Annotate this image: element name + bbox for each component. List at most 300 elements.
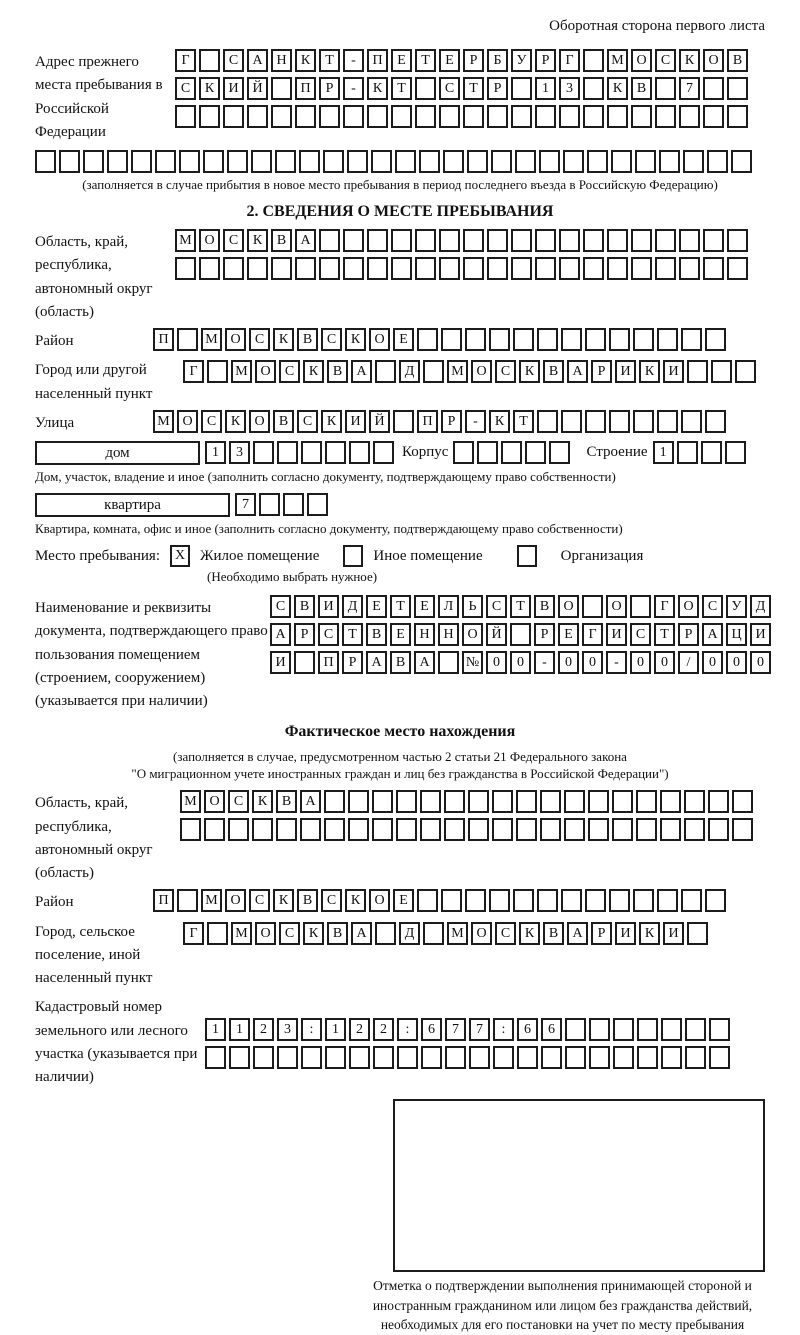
char-box[interactable]: С	[321, 328, 342, 351]
char-box[interactable]	[516, 818, 537, 841]
char-box[interactable]: К	[639, 922, 660, 945]
char-box[interactable]	[657, 410, 678, 433]
char-box[interactable]	[684, 790, 705, 813]
char-box[interactable]	[493, 1046, 514, 1069]
char-box[interactable]: К	[225, 410, 246, 433]
char-box[interactable]	[439, 257, 460, 280]
char-box[interactable]	[540, 790, 561, 813]
char-box[interactable]	[559, 229, 580, 252]
char-box[interactable]	[537, 328, 558, 351]
char-box[interactable]: К	[345, 889, 366, 912]
char-box[interactable]	[511, 105, 532, 128]
char-box[interactable]	[199, 257, 220, 280]
document-row-2[interactable]	[270, 623, 774, 646]
prev-address-row-1[interactable]	[175, 49, 751, 72]
char-box[interactable]: С	[228, 790, 249, 813]
char-box[interactable]	[417, 889, 438, 912]
char-box[interactable]: А	[414, 651, 435, 674]
char-box[interactable]: А	[295, 229, 316, 252]
char-box[interactable]: Г	[183, 360, 204, 383]
char-box[interactable]	[295, 105, 316, 128]
char-box[interactable]	[107, 150, 128, 173]
char-box[interactable]: С	[279, 922, 300, 945]
stroenie-row[interactable]	[653, 441, 749, 464]
char-box[interactable]: В	[534, 595, 555, 618]
char-box[interactable]	[655, 229, 676, 252]
char-box[interactable]	[325, 441, 346, 464]
char-box[interactable]: А	[366, 651, 387, 674]
char-box[interactable]: 1	[205, 441, 226, 464]
char-box[interactable]	[487, 229, 508, 252]
char-box[interactable]: 1	[229, 1018, 250, 1041]
char-box[interactable]	[83, 150, 104, 173]
char-box[interactable]	[535, 105, 556, 128]
char-box[interactable]: С	[321, 889, 342, 912]
char-box[interactable]: А	[702, 623, 723, 646]
char-box[interactable]: А	[351, 922, 372, 945]
char-box[interactable]: 0	[630, 651, 651, 674]
char-box[interactable]	[199, 105, 220, 128]
char-box[interactable]: У	[511, 49, 532, 72]
char-box[interactable]	[445, 1046, 466, 1069]
char-box[interactable]	[177, 328, 198, 351]
char-box[interactable]	[703, 105, 724, 128]
char-box[interactable]: -	[606, 651, 627, 674]
char-box[interactable]: С	[495, 922, 516, 945]
char-box[interactable]	[660, 790, 681, 813]
char-box[interactable]	[423, 360, 444, 383]
char-box[interactable]: Н	[271, 49, 292, 72]
char-box[interactable]: /	[678, 651, 699, 674]
char-box[interactable]: 2	[349, 1018, 370, 1041]
char-box[interactable]: О	[255, 360, 276, 383]
char-box[interactable]	[487, 257, 508, 280]
char-box[interactable]: 1	[535, 77, 556, 100]
char-box[interactable]: 2	[253, 1018, 274, 1041]
char-box[interactable]	[657, 889, 678, 912]
char-box[interactable]: И	[663, 922, 684, 945]
char-box[interactable]: 0	[510, 651, 531, 674]
char-box[interactable]	[301, 1046, 322, 1069]
char-box[interactable]	[271, 257, 292, 280]
char-box[interactable]	[587, 150, 608, 173]
char-box[interactable]: К	[303, 922, 324, 945]
char-box[interactable]: Р	[535, 49, 556, 72]
char-box[interactable]	[731, 150, 752, 173]
char-box[interactable]	[468, 790, 489, 813]
char-box[interactable]: С	[249, 328, 270, 351]
char-box[interactable]	[561, 410, 582, 433]
char-box[interactable]	[684, 818, 705, 841]
char-box[interactable]: Е	[391, 49, 412, 72]
city-row[interactable]	[183, 357, 759, 383]
char-box[interactable]	[205, 1046, 226, 1069]
char-box[interactable]	[685, 1046, 706, 1069]
char-box[interactable]	[391, 257, 412, 280]
char-box[interactable]	[583, 257, 604, 280]
char-box[interactable]	[469, 1046, 490, 1069]
char-box[interactable]	[177, 889, 198, 912]
char-box[interactable]: О	[558, 595, 579, 618]
char-box[interactable]	[541, 1046, 562, 1069]
char-box[interactable]: О	[199, 229, 220, 252]
char-box[interactable]	[465, 889, 486, 912]
char-box[interactable]	[391, 105, 412, 128]
char-box[interactable]: Г	[654, 595, 675, 618]
char-box[interactable]: И	[318, 595, 339, 618]
char-box[interactable]: Т	[391, 77, 412, 100]
char-box[interactable]: В	[271, 229, 292, 252]
char-box[interactable]	[179, 150, 200, 173]
char-box[interactable]	[247, 105, 268, 128]
char-box[interactable]	[199, 49, 220, 72]
char-box[interactable]: Р	[591, 360, 612, 383]
char-box[interactable]	[636, 818, 657, 841]
char-box[interactable]	[564, 818, 585, 841]
char-box[interactable]	[300, 818, 321, 841]
char-box[interactable]	[517, 1046, 538, 1069]
char-box[interactable]	[324, 818, 345, 841]
char-box[interactable]: С	[249, 889, 270, 912]
char-box[interactable]: Е	[393, 328, 414, 351]
char-box[interactable]	[511, 229, 532, 252]
char-box[interactable]	[343, 257, 364, 280]
char-box[interactable]: В	[327, 360, 348, 383]
char-box[interactable]: К	[247, 229, 268, 252]
char-box[interactable]: 7	[445, 1018, 466, 1041]
char-box[interactable]	[277, 1046, 298, 1069]
char-box[interactable]	[419, 150, 440, 173]
char-box[interactable]: Л	[438, 595, 459, 618]
char-box[interactable]	[633, 328, 654, 351]
char-box[interactable]	[611, 150, 632, 173]
char-box[interactable]: Р	[463, 49, 484, 72]
char-box[interactable]: Г	[582, 623, 603, 646]
char-box[interactable]	[207, 922, 228, 945]
char-box[interactable]: М	[447, 360, 468, 383]
char-box[interactable]: В	[276, 790, 297, 813]
char-box[interactable]: И	[615, 922, 636, 945]
char-box[interactable]	[631, 229, 652, 252]
char-box[interactable]: Й	[486, 623, 507, 646]
char-box[interactable]	[319, 105, 340, 128]
char-box[interactable]: О	[255, 922, 276, 945]
char-box[interactable]	[559, 105, 580, 128]
char-box[interactable]: К	[607, 77, 628, 100]
char-box[interactable]	[276, 818, 297, 841]
char-box[interactable]	[708, 818, 729, 841]
char-box[interactable]: №	[462, 651, 483, 674]
char-box[interactable]: А	[270, 623, 291, 646]
char-box[interactable]: К	[199, 77, 220, 100]
char-box[interactable]: О	[678, 595, 699, 618]
char-box[interactable]	[660, 818, 681, 841]
char-box[interactable]	[420, 818, 441, 841]
char-box[interactable]	[319, 229, 340, 252]
char-box[interactable]: Й	[247, 77, 268, 100]
char-box[interactable]: И	[223, 77, 244, 100]
char-box[interactable]: 7	[469, 1018, 490, 1041]
char-box[interactable]	[683, 150, 704, 173]
char-box[interactable]	[511, 257, 532, 280]
char-box[interactable]	[561, 889, 582, 912]
char-box[interactable]: В	[390, 651, 411, 674]
char-box[interactable]	[687, 360, 708, 383]
korpus-row[interactable]	[453, 441, 573, 464]
char-box[interactable]: К	[489, 410, 510, 433]
char-box[interactable]: В	[543, 360, 564, 383]
char-box[interactable]	[228, 818, 249, 841]
char-box[interactable]	[444, 790, 465, 813]
char-box[interactable]	[732, 790, 753, 813]
char-box[interactable]: 0	[486, 651, 507, 674]
char-box[interactable]: П	[318, 651, 339, 674]
char-box[interactable]	[444, 818, 465, 841]
char-box[interactable]	[705, 328, 726, 351]
char-box[interactable]	[417, 328, 438, 351]
char-box[interactable]: -	[534, 651, 555, 674]
char-box[interactable]: К	[519, 922, 540, 945]
char-box[interactable]: О	[249, 410, 270, 433]
char-box[interactable]: М	[231, 922, 252, 945]
char-box[interactable]: В	[631, 77, 652, 100]
char-box[interactable]	[323, 150, 344, 173]
char-box[interactable]: С	[655, 49, 676, 72]
char-box[interactable]	[35, 150, 56, 173]
char-box[interactable]: К	[295, 49, 316, 72]
char-box[interactable]	[516, 790, 537, 813]
char-box[interactable]	[655, 257, 676, 280]
char-box[interactable]: И	[663, 360, 684, 383]
char-box[interactable]	[501, 441, 522, 464]
char-box[interactable]	[415, 77, 436, 100]
char-box[interactable]	[396, 818, 417, 841]
char-box[interactable]: С	[318, 623, 339, 646]
char-box[interactable]: И	[750, 623, 771, 646]
char-box[interactable]	[491, 150, 512, 173]
char-box[interactable]	[155, 150, 176, 173]
char-box[interactable]: Т	[463, 77, 484, 100]
char-box[interactable]	[636, 790, 657, 813]
char-box[interactable]: -	[343, 49, 364, 72]
char-box[interactable]	[347, 150, 368, 173]
char-box[interactable]: И	[615, 360, 636, 383]
char-box[interactable]	[583, 49, 604, 72]
char-box[interactable]	[513, 889, 534, 912]
char-box[interactable]: 6	[421, 1018, 442, 1041]
char-box[interactable]	[203, 150, 224, 173]
char-box[interactable]	[612, 818, 633, 841]
char-box[interactable]	[655, 105, 676, 128]
char-box[interactable]	[679, 105, 700, 128]
char-box[interactable]: К	[639, 360, 660, 383]
char-box[interactable]	[348, 790, 369, 813]
char-box[interactable]: В	[294, 595, 315, 618]
char-box[interactable]: М	[180, 790, 201, 813]
char-box[interactable]: С	[486, 595, 507, 618]
char-box[interactable]: П	[153, 889, 174, 912]
char-box[interactable]	[661, 1046, 682, 1069]
char-box[interactable]	[677, 441, 698, 464]
char-box[interactable]: Г	[559, 49, 580, 72]
char-box[interactable]	[515, 150, 536, 173]
char-box[interactable]	[609, 410, 630, 433]
char-box[interactable]: 0	[726, 651, 747, 674]
char-box[interactable]	[633, 889, 654, 912]
char-box[interactable]	[492, 818, 513, 841]
cadastral-row-2[interactable]	[205, 1046, 733, 1069]
char-box[interactable]	[271, 77, 292, 100]
char-box[interactable]: О	[703, 49, 724, 72]
char-box[interactable]	[441, 889, 462, 912]
char-box[interactable]: Т	[510, 595, 531, 618]
document-row-3[interactable]	[270, 651, 774, 674]
char-box[interactable]	[207, 360, 228, 383]
char-box[interactable]	[631, 257, 652, 280]
char-box[interactable]: Е	[393, 889, 414, 912]
char-box[interactable]	[453, 441, 474, 464]
char-box[interactable]	[589, 1046, 610, 1069]
char-box[interactable]	[131, 150, 152, 173]
char-box[interactable]	[637, 1046, 658, 1069]
char-box[interactable]	[631, 105, 652, 128]
char-box[interactable]	[487, 105, 508, 128]
char-box[interactable]: О	[225, 889, 246, 912]
char-box[interactable]	[637, 1018, 658, 1041]
prev-address-row-4[interactable]	[35, 150, 765, 173]
char-box[interactable]	[705, 889, 726, 912]
char-box[interactable]: 0	[654, 651, 675, 674]
char-box[interactable]: В	[727, 49, 748, 72]
char-box[interactable]	[463, 105, 484, 128]
char-box[interactable]: М	[201, 328, 222, 351]
char-box[interactable]: М	[447, 922, 468, 945]
char-box[interactable]	[253, 441, 274, 464]
document-row-1[interactable]	[270, 595, 774, 618]
char-box[interactable]: Т	[415, 49, 436, 72]
char-box[interactable]	[175, 257, 196, 280]
char-box[interactable]	[659, 150, 680, 173]
char-box[interactable]: С	[495, 360, 516, 383]
char-box[interactable]	[465, 328, 486, 351]
char-box[interactable]: Е	[414, 595, 435, 618]
char-box[interactable]	[583, 229, 604, 252]
char-box[interactable]	[537, 410, 558, 433]
char-box[interactable]: И	[345, 410, 366, 433]
char-box[interactable]	[635, 150, 656, 173]
char-box[interactable]	[489, 328, 510, 351]
char-box[interactable]	[561, 328, 582, 351]
char-box[interactable]	[349, 1046, 370, 1069]
char-box[interactable]	[415, 105, 436, 128]
char-box[interactable]	[421, 1046, 442, 1069]
apartment-row[interactable]	[235, 493, 331, 516]
char-box[interactable]: С	[297, 410, 318, 433]
char-box[interactable]	[373, 441, 394, 464]
char-box[interactable]: 7	[679, 77, 700, 100]
char-box[interactable]: А	[567, 360, 588, 383]
char-box[interactable]	[391, 229, 412, 252]
char-box[interactable]: С	[702, 595, 723, 618]
char-box[interactable]: Д	[750, 595, 771, 618]
district-row[interactable]	[153, 328, 729, 351]
char-box[interactable]	[582, 595, 603, 618]
char-box[interactable]: Е	[558, 623, 579, 646]
char-box[interactable]	[373, 1046, 394, 1069]
char-box[interactable]	[657, 328, 678, 351]
char-box[interactable]: П	[295, 77, 316, 100]
char-box[interactable]: О	[225, 328, 246, 351]
char-box[interactable]: Р	[591, 922, 612, 945]
char-box[interactable]	[415, 229, 436, 252]
char-box[interactable]	[585, 410, 606, 433]
char-box[interactable]	[271, 105, 292, 128]
char-box[interactable]	[223, 105, 244, 128]
char-box[interactable]: Т	[319, 49, 340, 72]
char-box[interactable]: Р	[441, 410, 462, 433]
char-box[interactable]	[607, 257, 628, 280]
char-box[interactable]: Т	[342, 623, 363, 646]
char-box[interactable]: С	[630, 623, 651, 646]
char-box[interactable]: О	[462, 623, 483, 646]
char-box[interactable]	[535, 257, 556, 280]
char-box[interactable]: Е	[439, 49, 460, 72]
char-box[interactable]: С	[279, 360, 300, 383]
apartment-type-box[interactable]: квартира	[35, 493, 230, 517]
char-box[interactable]: И	[270, 651, 291, 674]
char-box[interactable]	[372, 790, 393, 813]
char-box[interactable]: С	[270, 595, 291, 618]
char-box[interactable]: А	[567, 922, 588, 945]
house-number-row[interactable]	[205, 441, 397, 464]
char-box[interactable]: В	[327, 922, 348, 945]
char-box[interactable]: О	[369, 889, 390, 912]
char-box[interactable]	[325, 1046, 346, 1069]
char-box[interactable]	[701, 441, 722, 464]
char-box[interactable]: Р	[319, 77, 340, 100]
char-box[interactable]: С	[439, 77, 460, 100]
char-box[interactable]: В	[273, 410, 294, 433]
char-box[interactable]: О	[471, 922, 492, 945]
char-box[interactable]: С	[175, 77, 196, 100]
char-box[interactable]	[727, 229, 748, 252]
char-box[interactable]	[175, 105, 196, 128]
char-box[interactable]	[371, 150, 392, 173]
char-box[interactable]: Ь	[462, 595, 483, 618]
char-box[interactable]	[539, 150, 560, 173]
char-box[interactable]: В	[297, 889, 318, 912]
char-box[interactable]: Р	[487, 77, 508, 100]
char-box[interactable]: 3	[559, 77, 580, 100]
char-box[interactable]	[367, 105, 388, 128]
char-box[interactable]: Р	[534, 623, 555, 646]
char-box[interactable]	[630, 595, 651, 618]
char-box[interactable]	[633, 410, 654, 433]
char-box[interactable]: У	[726, 595, 747, 618]
char-box[interactable]: Ц	[726, 623, 747, 646]
checkbox-other-premises[interactable]	[343, 545, 363, 567]
char-box[interactable]: К	[519, 360, 540, 383]
char-box[interactable]	[439, 229, 460, 252]
char-box[interactable]: 0	[702, 651, 723, 674]
char-box[interactable]	[275, 150, 296, 173]
char-box[interactable]: 1	[325, 1018, 346, 1041]
char-box[interactable]: Д	[399, 922, 420, 945]
char-box[interactable]: Т	[654, 623, 675, 646]
char-box[interactable]	[277, 441, 298, 464]
char-box[interactable]: П	[153, 328, 174, 351]
char-box[interactable]: А	[247, 49, 268, 72]
